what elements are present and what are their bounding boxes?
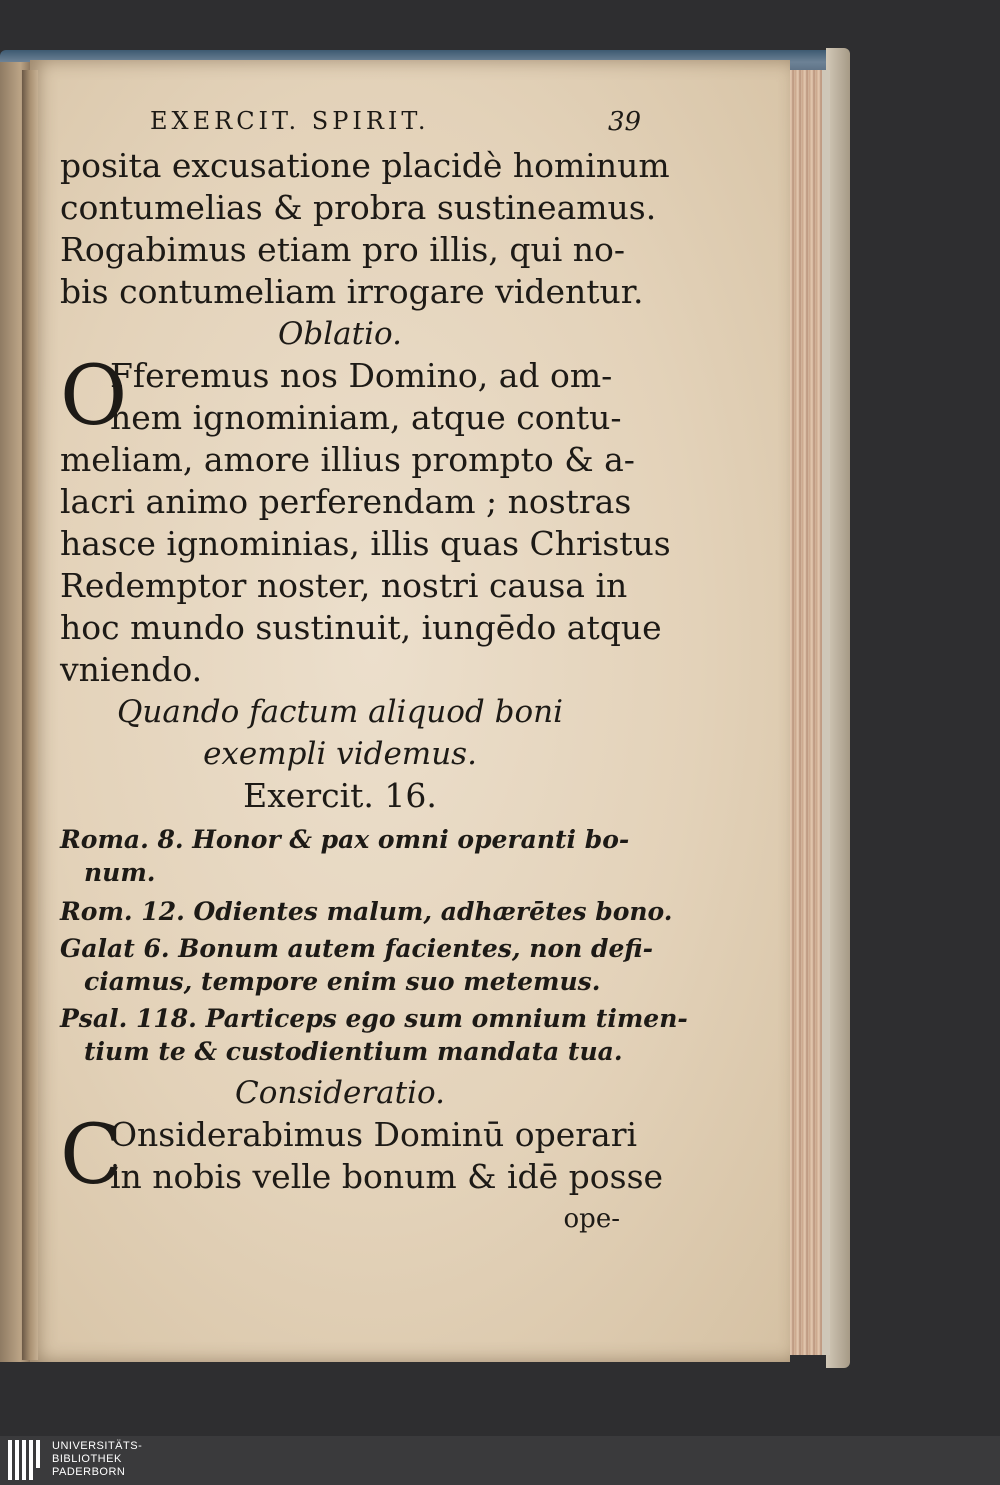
consideratio-heading: Consideratio. bbox=[234, 1075, 445, 1111]
oblatio-heading: Oblatio. bbox=[278, 316, 402, 352]
text-line: posita excusatione placidè hominum bbox=[60, 146, 670, 185]
library-logo-icon bbox=[8, 1440, 44, 1480]
text-line: Onsiderabimus Dominū operari bbox=[110, 1115, 638, 1154]
citation-line: Roma. 8. Honor & pax omni operanti bo- bbox=[60, 825, 630, 854]
library-footer bbox=[0, 1436, 1000, 1485]
citation-cont: ciamus, tempore enim suo metemus. bbox=[84, 967, 601, 996]
drop-cap: O bbox=[60, 349, 128, 444]
logo-line: PADERBORN bbox=[52, 1466, 126, 1478]
library-logo-text bbox=[52, 1440, 142, 1479]
book-gutter bbox=[22, 70, 38, 1360]
exercise-label: Exercit. 16. bbox=[243, 776, 437, 815]
citations bbox=[60, 823, 688, 1068]
drop-cap: C bbox=[60, 1108, 123, 1203]
section-title-cont: exempli videmus. bbox=[203, 736, 477, 772]
text-line: hoc mundo sustinuit, iungēdo atque bbox=[60, 608, 662, 647]
text-line: bis contumeliam irrogare videntur. bbox=[60, 272, 644, 311]
text-line: Fferemus nos Domino, ad om- bbox=[110, 356, 613, 395]
citation-line: Psal. 118. Particeps ego sum omnium timen- bbox=[60, 1004, 688, 1033]
citation-cont: num. bbox=[84, 858, 156, 887]
text-line: meliam, amore illius prompto & a- bbox=[60, 440, 635, 479]
text-line: vniendo. bbox=[60, 650, 203, 689]
page-number: 39 bbox=[608, 107, 642, 137]
text-line: nem ignominiam, atque contu- bbox=[110, 398, 622, 437]
logo-line: UNIVERSITÄTS- bbox=[52, 1440, 143, 1452]
text-line: lacri animo perferendam ; nostras bbox=[60, 482, 632, 521]
citation-line: Rom. 12. Odientes malum, adhærētes bono. bbox=[60, 897, 673, 926]
catchword: ope- bbox=[563, 1204, 620, 1234]
logo-line: BIBLIOTHEK bbox=[52, 1453, 122, 1465]
citation-cont: tium te & custodientium mandata tua. bbox=[84, 1037, 623, 1066]
text-line: hasce ignominias, illis quas Christus bbox=[60, 524, 671, 563]
citation-line: Galat 6. Bonum autem facientes, non defi- bbox=[60, 934, 653, 963]
text-line: contumelias & probra sustineamus. bbox=[60, 188, 657, 227]
running-header bbox=[60, 105, 642, 145]
page-text bbox=[60, 105, 688, 1240]
section-title: Quando factum aliquod boni bbox=[116, 694, 564, 730]
oblatio-paragraph bbox=[60, 349, 671, 691]
text-line: in nobis velle bonum & idē posse bbox=[110, 1157, 664, 1196]
text-line: Redemptor noster, nostri causa in bbox=[60, 566, 628, 605]
opening-lines bbox=[60, 145, 670, 313]
text-line: Rogabimus etiam pro illis, qui no- bbox=[60, 230, 626, 269]
running-head: EXERCIT. SPIRIT. bbox=[150, 107, 430, 135]
consideratio-paragraph bbox=[60, 1108, 664, 1240]
